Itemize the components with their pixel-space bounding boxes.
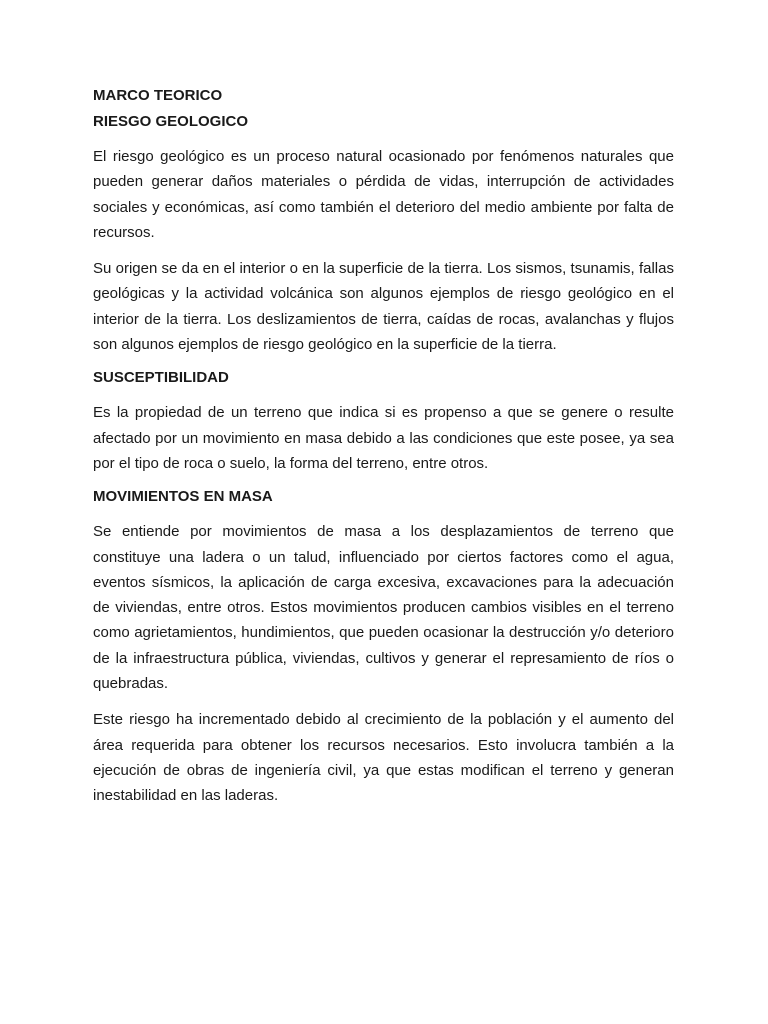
paragraph: Es la propiedad de un terreno que indica si es propenso a que se genere o resulte afectado por un movimiento en masa debido a las condiciones que este posee, ya sea por el tipo de roca o suelo, la forma del terreno, entre otros. — [93, 404, 674, 472]
section-heading-riesgo-geologico: RIESGO GEOLOGICO — [93, 113, 249, 130]
section-heading-susceptibilidad: SUSCEPTIBILIDAD — [93, 369, 229, 387]
document-body — [93, 86, 674, 820]
paragraph: El riesgo geológico es un proceso natural ocasionado por fenómenos naturales que pueden generar daños materiales o pérdida de vidas, interrupción de actividades sociales y económicas, así como también el deterioro del medio ambiente por falta de recursos. — [93, 148, 674, 241]
document-title: MARCO TEORICO — [93, 87, 223, 104]
paragraph: Su origen se da en el interior o en la superficie de la tierra. Los sismos, tsunamis, fallas geológicas y la actividad volcánica son algunos ejemplos de riesgo geológico en el interior de la tierra. Los deslizamientos de tierra, caídas de rocas, avalanchas y flujos son algunos ejemplos de riesgo geológico en la superficie de la tierra. — [93, 260, 674, 354]
section-heading-movimientos-en-masa: MOVIMIENTOS EN MASA — [93, 488, 273, 506]
paragraph: Se entiende por movimientos de masa a los desplazamientos de terreno que constituye una ladera o un talud, influenciado por ciertos factores como el agua, eventos sísmicos, la aplicación de carga excesiva, excavaciones para la adecuación de viviendas, entre otros. Estos movimientos producen cambios visibles en el terreno como agrietamientos, hundimientos, que pueden ocasionar la destrucción y/o deterioro de la infraestructura pública, viviendas, cultivos y generar el represamiento de ríos o quebradas. — [93, 523, 674, 693]
paragraph: Este riesgo ha incrementado debido al crecimiento de la población y el aumento del área requerida para obtener los recursos necesarios. Esto involucra también a la ejecución de obras de ingeniería civil, ya que estas modifican el terreno y generan inestabilidad en las laderas. — [93, 711, 674, 805]
